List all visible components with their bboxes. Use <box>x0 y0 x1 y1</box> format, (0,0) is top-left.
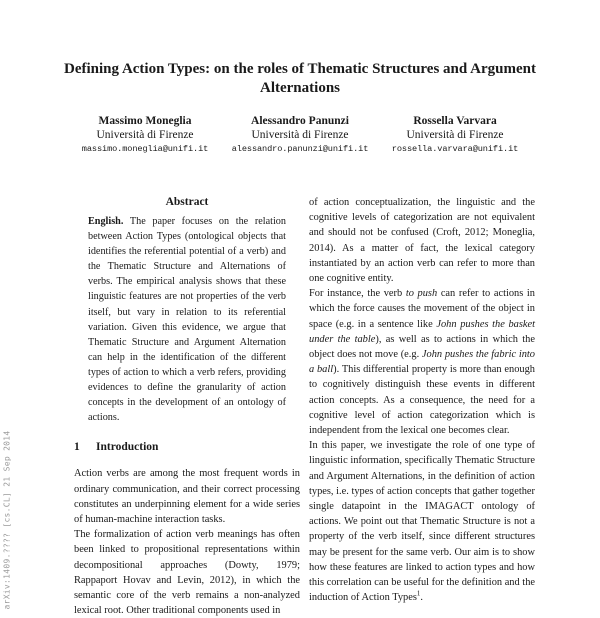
arxiv-id-text: arXiv:1409.???? [cs.CL] 21 Sep 2014 <box>2 430 12 610</box>
author-3 <box>380 114 530 156</box>
section-title: Introduction <box>96 441 159 454</box>
intro-paragraph-1: Action verbs are among the most frequent words in ordinary communication, and their correct processing constitutes an underpinning element for a wide series of human-machine interaction tasks. <box>74 468 300 525</box>
right-paragraph-2 <box>309 438 535 605</box>
text-run: In this paper, we investigate the role of one type of linguistic information, specifically Thematic Structure and Argument Alternations, in the definition of action types, i.e. types of action concepts that gather together single datapoint in the IMAGACT ontology of actions. We point out that Thematic Structure is not a property of the verb itself, since different structures may be present for the same verb. Our aim is to show how these features are linked to action types and how this correlation can be useful for the definition and the induction of Action Types <box>309 440 535 604</box>
intro-paragraph-2: The formalization of action verb meanings has often been linked to propositional representations within decompositional approaches (Dowty, 1979; Rappaport Hovav and Levin, 2012), in which the semantic core of the verb remains a non-analyzed lexical root. Other traditional components used in <box>74 529 300 617</box>
text-run: For instance, the verb <box>309 288 406 300</box>
author-affiliation: Università di Firenze <box>251 129 349 141</box>
text-run: ), as well as to actions in which the object does not move (e.g. <box>309 333 535 361</box>
text-run: ). This differential property is more than enough to cognitively distinguish these events in different action concepts. As a consequence, the need for a cognitive level of action categorization which is independent from the lexical one becomes clear. <box>309 364 535 437</box>
italic-verb: to push <box>405 288 438 300</box>
abstract-heading: Abstract <box>165 196 209 208</box>
author-email[interactable]: massimo.moneglia@unifi.it <box>81 144 209 154</box>
section-number: 1 <box>74 441 80 454</box>
right-column <box>309 195 535 605</box>
footnote-marker[interactable]: 1 <box>416 589 421 598</box>
right-paragraph-0: of action conceptualization, the linguistic and the cognitive levels of categorization are not equivalent and should not be confused (Croft, 2012; Moneglia, 2014). As a matter of fact, the lexical category instantiated by an action verb can refer to more than one cognitive entity. <box>309 197 535 285</box>
text-run: . <box>420 592 423 604</box>
author-email[interactable]: alessandro.panunzi@unifi.it <box>231 144 369 154</box>
abstract-text: The paper focuses on the relation between Action Types (ontological objects that identifies the referential potential of a verb) and the Thematic Structure and Alternations of verbs. The empirical analysis shows that these linguistic features are not properties of the verb itself, but vary in relation to its referential variation. Given this evidence, we argue that Thematic Structure and Argument Alternation can help in the identification of the different types of action to which a verb refers, providing evidences to define the granularity of action concepts in the development of an ontology of actions. <box>88 216 286 424</box>
author-name: Massimo Moneglia <box>98 115 192 127</box>
author-1 <box>70 114 220 156</box>
author-affiliation: Università di Firenze <box>406 129 504 141</box>
paper-title: Defining Action Types: on the roles of Thematic Structures and Argument Alternations <box>64 61 536 96</box>
author-email[interactable]: rossella.varvara@unifi.it <box>391 144 519 154</box>
abstract-body <box>88 214 286 425</box>
author-name: Rossella Varvara <box>413 115 497 127</box>
text-run: can refer to actions in which the force causes the movement of the object in space (e.g. in a sentence like <box>309 288 536 330</box>
author-affiliation: Università di Firenze <box>96 129 194 141</box>
right-paragraph-1 <box>309 286 535 438</box>
section-heading-introduction <box>74 440 300 454</box>
italic-example-1: John pushes the basket under the table <box>309 318 535 345</box>
abstract-lead: English. <box>88 216 124 227</box>
left-column <box>74 195 300 618</box>
author-2 <box>225 114 375 156</box>
italic-example-2: John pushes the fabric into a ball <box>309 349 536 376</box>
author-block <box>60 114 540 162</box>
author-name: Alessandro Panunzi <box>251 115 349 127</box>
arxiv-side-identifier <box>0 430 14 610</box>
